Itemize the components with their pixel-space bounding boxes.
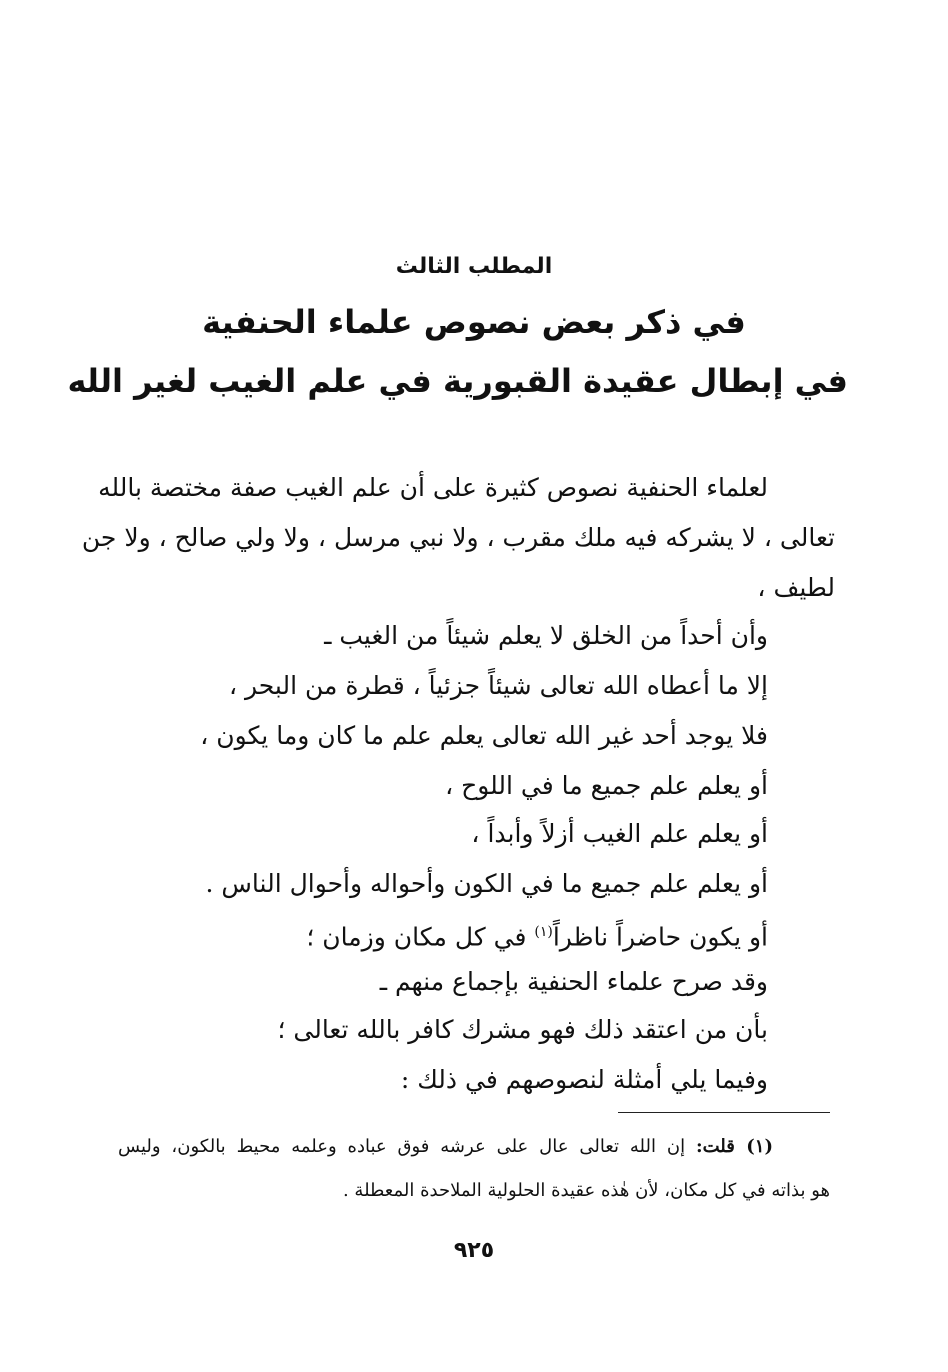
section-title-line-2: في إبطال عقيدة القبورية في علم الغيب لغير الله (67, 362, 848, 400)
closing-line: وفيما يلي أمثلة لنصوصهم في ذلك : (400, 1065, 768, 1094)
footnote-separator (618, 1112, 830, 1113)
point-line: وأن أحداً من الخلق لا يعلم شيئاً من الغيب ـ (324, 621, 768, 650)
point-text-before-note: أو يكون حاضراً ناظراً (552, 922, 768, 952)
point-line: إلا ما أعطاه الله تعالى شيئاً جزئياً ، قطرة من البحر ، (228, 671, 768, 700)
closing-line: وقد صرح علماء الحنفية بإجماع منهم ـ (379, 967, 768, 996)
intro-paragraph-line-3: لطيف ، (757, 573, 835, 602)
point-text-after-note: في كل مكان وزمان ؛ (306, 922, 535, 952)
intro-paragraph-line-2: تعالى ، لا يشركه فيه ملك مقرب ، ولا نبي مرسل ، ولا ولي صالح ، ولا جن (81, 523, 835, 552)
footnote-text: إن الله تعالى عال على عرشه فوق عباده وعلمه محيط بالكون، وليس (118, 1136, 696, 1157)
intro-paragraph-line-1: لعلماء الحنفية نصوص كثيرة على أن علم الغيب صفة مختصة بالله (98, 473, 768, 502)
closing-line: بأن من اعتقد ذلك فهو مشرك كافر بالله تعالى ؛ (277, 1015, 768, 1044)
section-title-line-1: في ذكر بعض نصوص علماء الحنفية (202, 303, 746, 341)
footnote-reference[interactable]: (١) (534, 924, 553, 940)
footnote-line-2: هو بذاته في كل مكان، لأن هٰذه عقيدة الحلولية الملاحدة المعطلة . (342, 1180, 830, 1201)
section-label: المطلب الثالث (395, 254, 553, 279)
point-line: فلا يوجد أحد غير الله تعالى يعلم علم ما كان وما يكون ، (200, 721, 768, 750)
page-number: ٩٢٥ (453, 1238, 495, 1263)
point-line-with-footnote (306, 914, 768, 955)
footnote-line-1 (118, 1133, 773, 1161)
point-line: أو يعلم علم جميع ما في اللوح ، (445, 771, 768, 800)
footnote-marker: (١) قلت: (695, 1136, 773, 1157)
point-line: أو يعلم علم جميع ما في الكون وأحواله وأحوال الناس . (205, 869, 768, 898)
point-line: أو يعلم علم الغيب أزلاً وأبداً ، (471, 819, 768, 848)
